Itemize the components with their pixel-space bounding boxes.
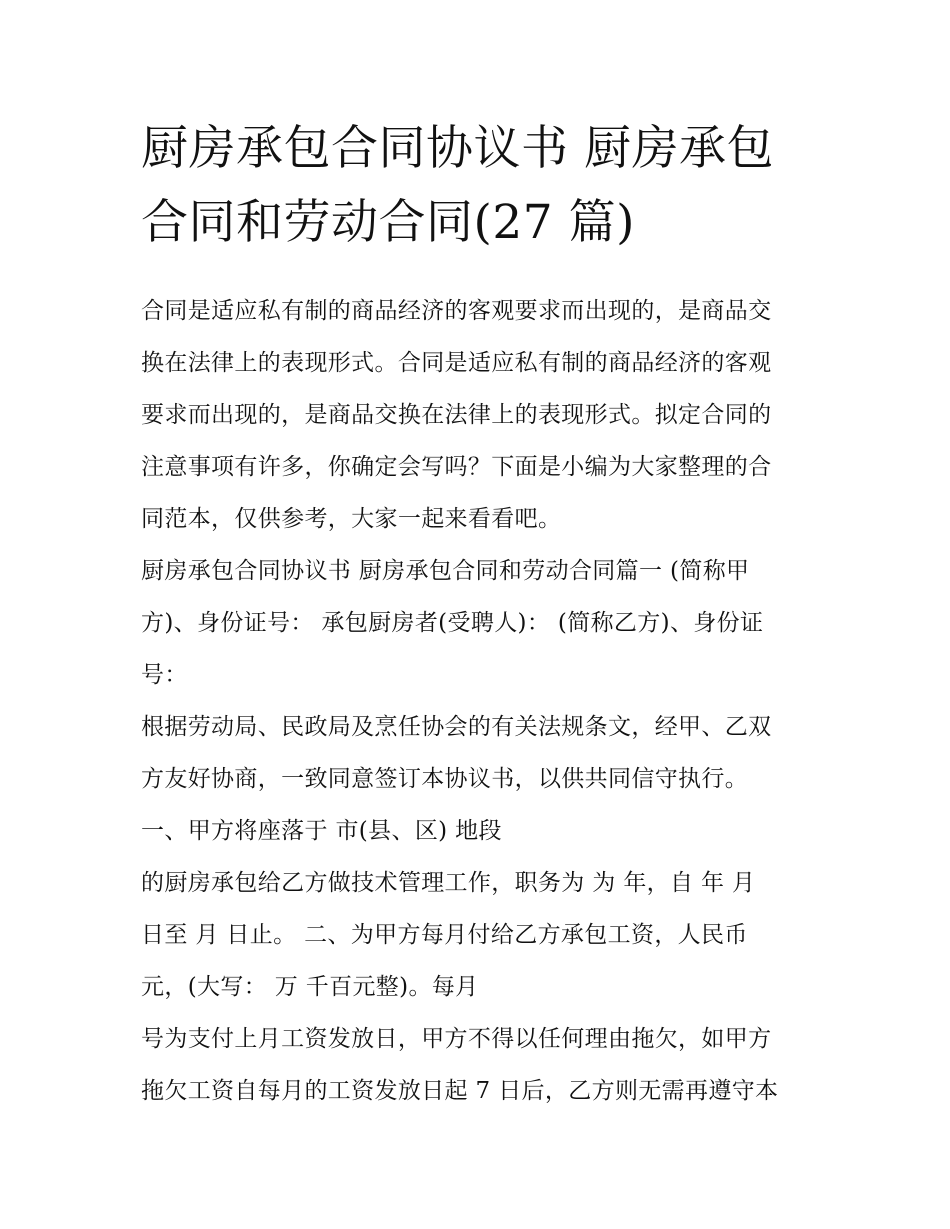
title-line-1: 厨房承包合同协议书 厨房承包 xyxy=(141,121,774,176)
body-line: 元，(大写： 万 千百元整)。每月 xyxy=(141,974,479,1000)
document-body xyxy=(141,285,813,1117)
document-title xyxy=(141,112,813,260)
body-line: 合同是适应私有制的商品经济的客观要求而出现的，是商品交 xyxy=(141,298,772,324)
body-line: 的厨房承包给乙方做技术管理工作，职务为 为 年，自 年 月 xyxy=(141,870,756,896)
body-line: 方)、身份证号： 承包厨房者(受聘人)： (简称乙方)、身份证 xyxy=(141,610,764,636)
body-line: 日至 月 日止。 二、为甲方每月付给乙方承包工资，人民币 xyxy=(141,922,748,948)
body-line: 一、甲方将座落于 市(县、区) 地段 xyxy=(141,818,502,844)
body-line: 注意事项有许多，你确定会写吗？下面是小编为大家整理的合 xyxy=(141,454,772,480)
body-line: 方友好协商，一致同意签订本协议书，以供共同信守执行。 xyxy=(141,766,749,792)
document-page xyxy=(141,112,813,1117)
body-line: 拖欠工资自每月的工资发放日起 7 日后，乙方则无需再遵守本 xyxy=(141,1078,779,1104)
body-line: 要求而出现的，是商品交换在法律上的表现形式。拟定合同的 xyxy=(141,402,772,428)
body-line: 号为支付上月工资发放日，甲方不得以任何理由拖欠，如甲方 xyxy=(141,1026,772,1052)
body-line: 号： xyxy=(141,662,188,688)
body-line: 同范本，仅供参考，大家一起来看看吧。 xyxy=(141,506,562,532)
body-line: 根据劳动局、民政局及烹任协会的有关法规条文，经甲、乙双 xyxy=(141,714,772,740)
body-line: 厨房承包合同协议书 厨房承包合同和劳动合同篇一 (简称甲 xyxy=(141,558,750,584)
body-line: 换在法律上的表现形式。合同是适应私有制的商品经济的客观 xyxy=(141,350,772,376)
title-line-2: 合同和劳动合同(27 篇) xyxy=(141,195,635,250)
